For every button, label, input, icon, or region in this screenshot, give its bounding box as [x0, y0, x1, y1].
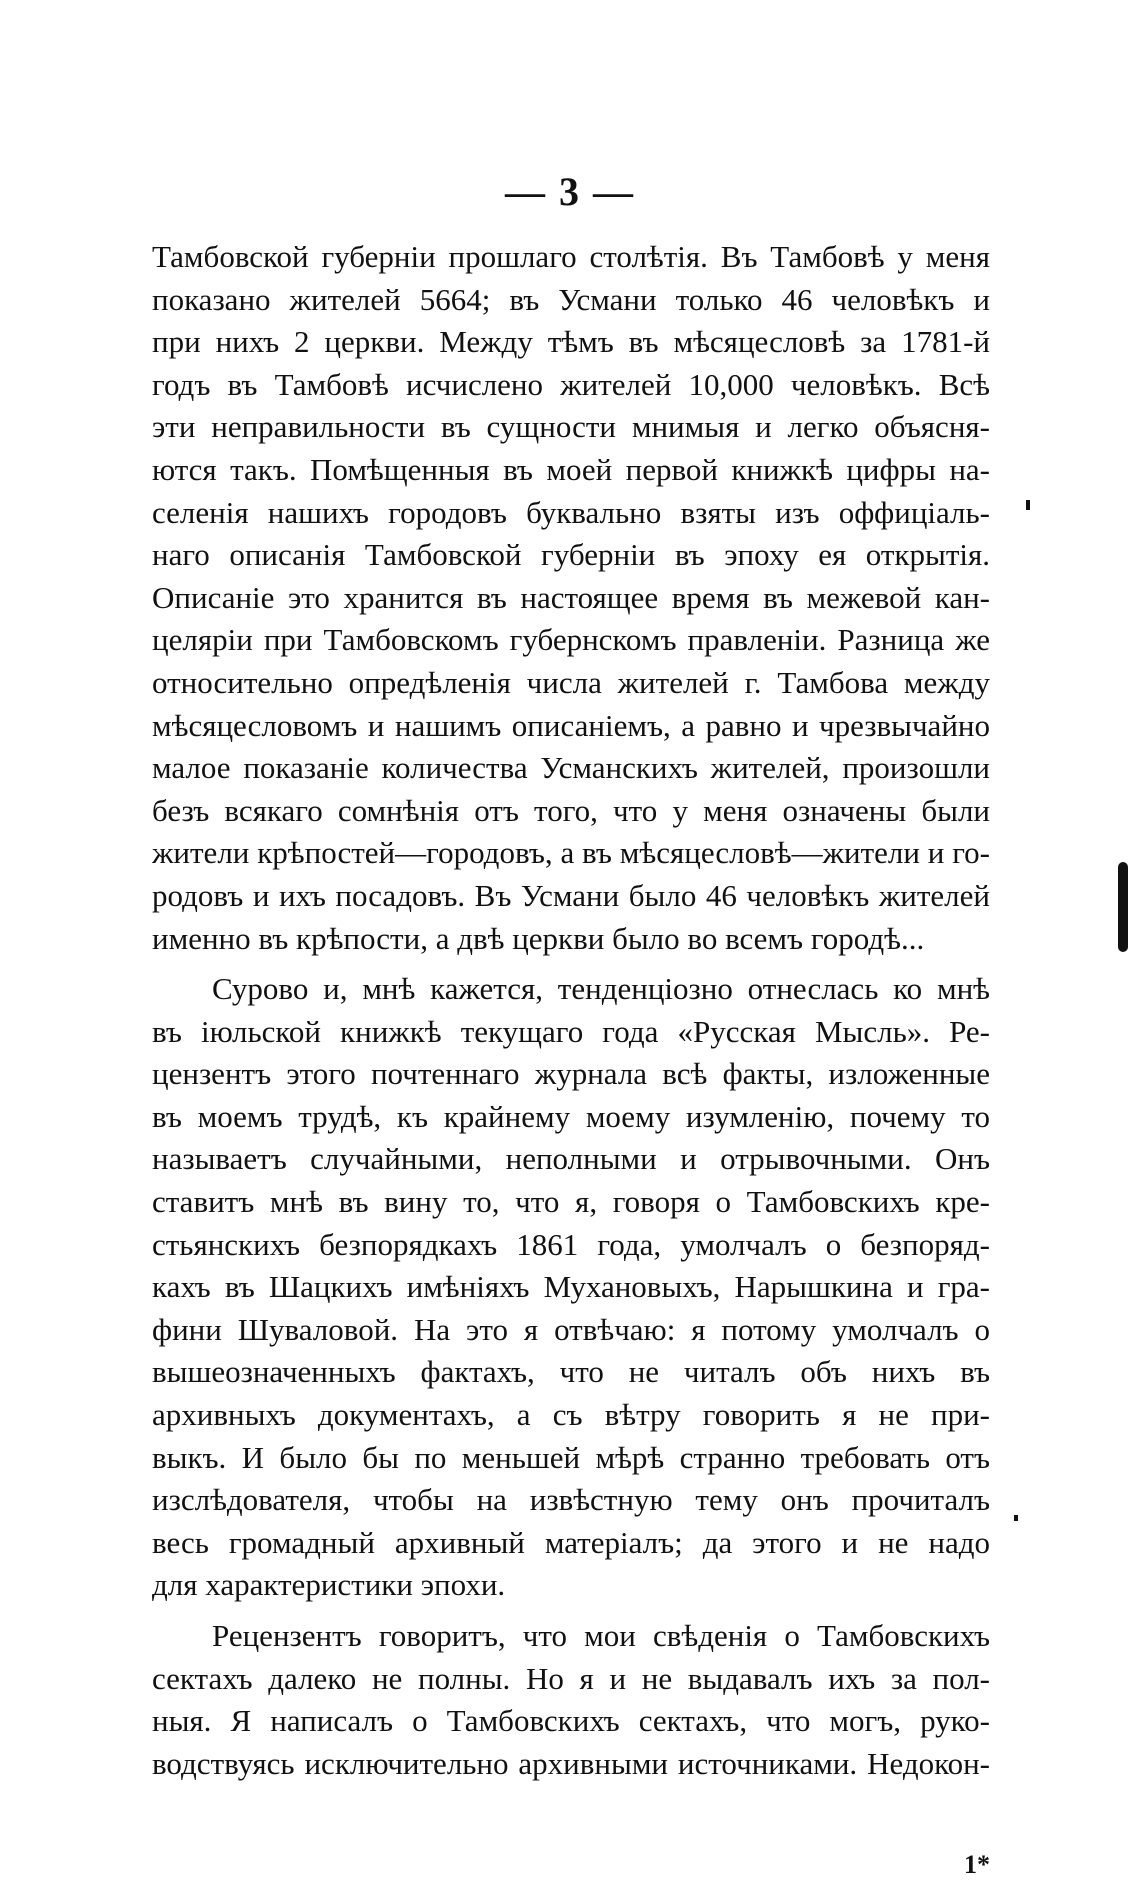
text-line: ются такъ. Помѣщенныя въ моей первой книжкѣ цифры на- — [152, 451, 990, 487]
body-text — [152, 236, 990, 1785]
text-line: Сурово и, мнѣ кажется, тенденціозно отнеслась ко мнѣ — [212, 971, 990, 1007]
text-line: въ іюльской книжкѣ текущаго года «Русская Мысль». Ре- — [152, 1013, 990, 1049]
text-line: Описаніе это хранится въ настоящее время въ межевой кан- — [152, 579, 990, 615]
text-line: при нихъ 2 церкви. Между тѣмъ въ мѣсяцесловѣ за 1781-й — [152, 324, 990, 360]
text-line: кахъ въ Шацкихъ имѣніяхъ Мухановыхъ, Нарышкина и гра- — [152, 1269, 990, 1305]
text-line: именно въ крѣпости, а двѣ церкви было во всемъ городѣ... — [152, 920, 925, 956]
paragraph-gap — [152, 1607, 990, 1615]
text-line: цензентъ этого почтеннаго журнала всѣ факты, изложенные — [152, 1056, 990, 1092]
text-line: наго описанія Тамбовской губерніи въ эпоху ея открытія. — [152, 537, 990, 573]
text-line: Тамбовской губерніи прошлаго столѣтія. Въ Тамбовѣ у меня — [152, 239, 990, 274]
text-line: малое показаніе количества Усманскихъ жителей, произошли — [152, 750, 990, 786]
text-line: ныя. Я написалъ о Тамбовскихъ сектахъ, что могъ, руко- — [152, 1703, 990, 1739]
text-line: въ моемъ трудѣ, къ крайнему моему изумленію, почему то — [152, 1098, 990, 1134]
text-line: жители крѣпостей—городовъ, а въ мѣсяцесловѣ—жители и го- — [152, 835, 990, 871]
signature-mark: 1* — [964, 1850, 990, 1879]
text-line: относительно опредѣленія числа жителей г. Тамбова между — [152, 664, 990, 700]
text-line: эти неправильности въ сущности мнимыя и легко объясня- — [152, 409, 990, 445]
text-line: мѣсяцесловомъ и нашимъ описаніемъ, а равно и чрезвычайно — [152, 707, 990, 743]
text-line: весь громадный архивный матеріалъ; да этого и не надо — [152, 1524, 990, 1560]
text-line: стьянскихъ безпорядкахъ 1861 года, умолчалъ о безпоряд- — [152, 1226, 990, 1262]
margin-ink-dot — [1014, 1515, 1018, 1521]
page-number: — 3 — — [505, 169, 635, 214]
text-line: целяріи при Тамбовскомъ губернскомъ правленіи. Разница же — [152, 622, 990, 658]
margin-ink-dot — [1026, 500, 1030, 510]
text-line: фини Шуваловой. На это я отвѣчаю: я потому умолчалъ о — [152, 1311, 990, 1347]
text-line: вышеозначенныхъ фактахъ, что не читалъ объ нихъ въ — [152, 1354, 990, 1390]
text-line: сектахъ далеко не полны. Но я и не выдавалъ ихъ за пол- — [152, 1660, 990, 1696]
text-line: ставитъ мнѣ въ вину то, что я, говоря о Тамбовскихъ кре- — [152, 1184, 990, 1220]
text-line: водствуясь исключительно архивными источниками. Недокон- — [152, 1745, 990, 1781]
text-line: родовъ и ихъ посадовъ. Въ Усмани было 46 человѣкъ жителей — [152, 877, 990, 913]
text-line: называетъ случайными, неполными и отрывочными. Онъ — [152, 1141, 990, 1177]
text-line: архивныхъ документахъ, а съ вѣтру говорить я не при- — [152, 1397, 990, 1433]
text-line: для характеристики эпохи. — [152, 1567, 506, 1603]
text-line: выкъ. И было бы по меньшей мѣрѣ странно требовать отъ — [152, 1439, 990, 1475]
margin-ink-mark — [1118, 862, 1128, 952]
text-line: Рецензентъ говоритъ, что мои свѣденія о Тамбовскихъ — [212, 1618, 990, 1653]
paragraph-gap — [152, 960, 990, 968]
text-line: показано жителей 5664; въ Усмани только 46 человѣкъ и — [152, 281, 990, 317]
text-line: годъ въ Тамбовѣ исчислено жителей 10,000 человѣкъ. Всѣ — [152, 366, 990, 402]
text-line: безъ всякаго сомнѣнія отъ того, что у меня означены были — [152, 792, 990, 828]
text-line: селенія нашихъ городовъ буквально взяты изъ оффиціаль- — [152, 494, 990, 530]
text-line: изслѣдователя, чтобы на извѣстную тему онъ прочиталъ — [152, 1482, 990, 1518]
